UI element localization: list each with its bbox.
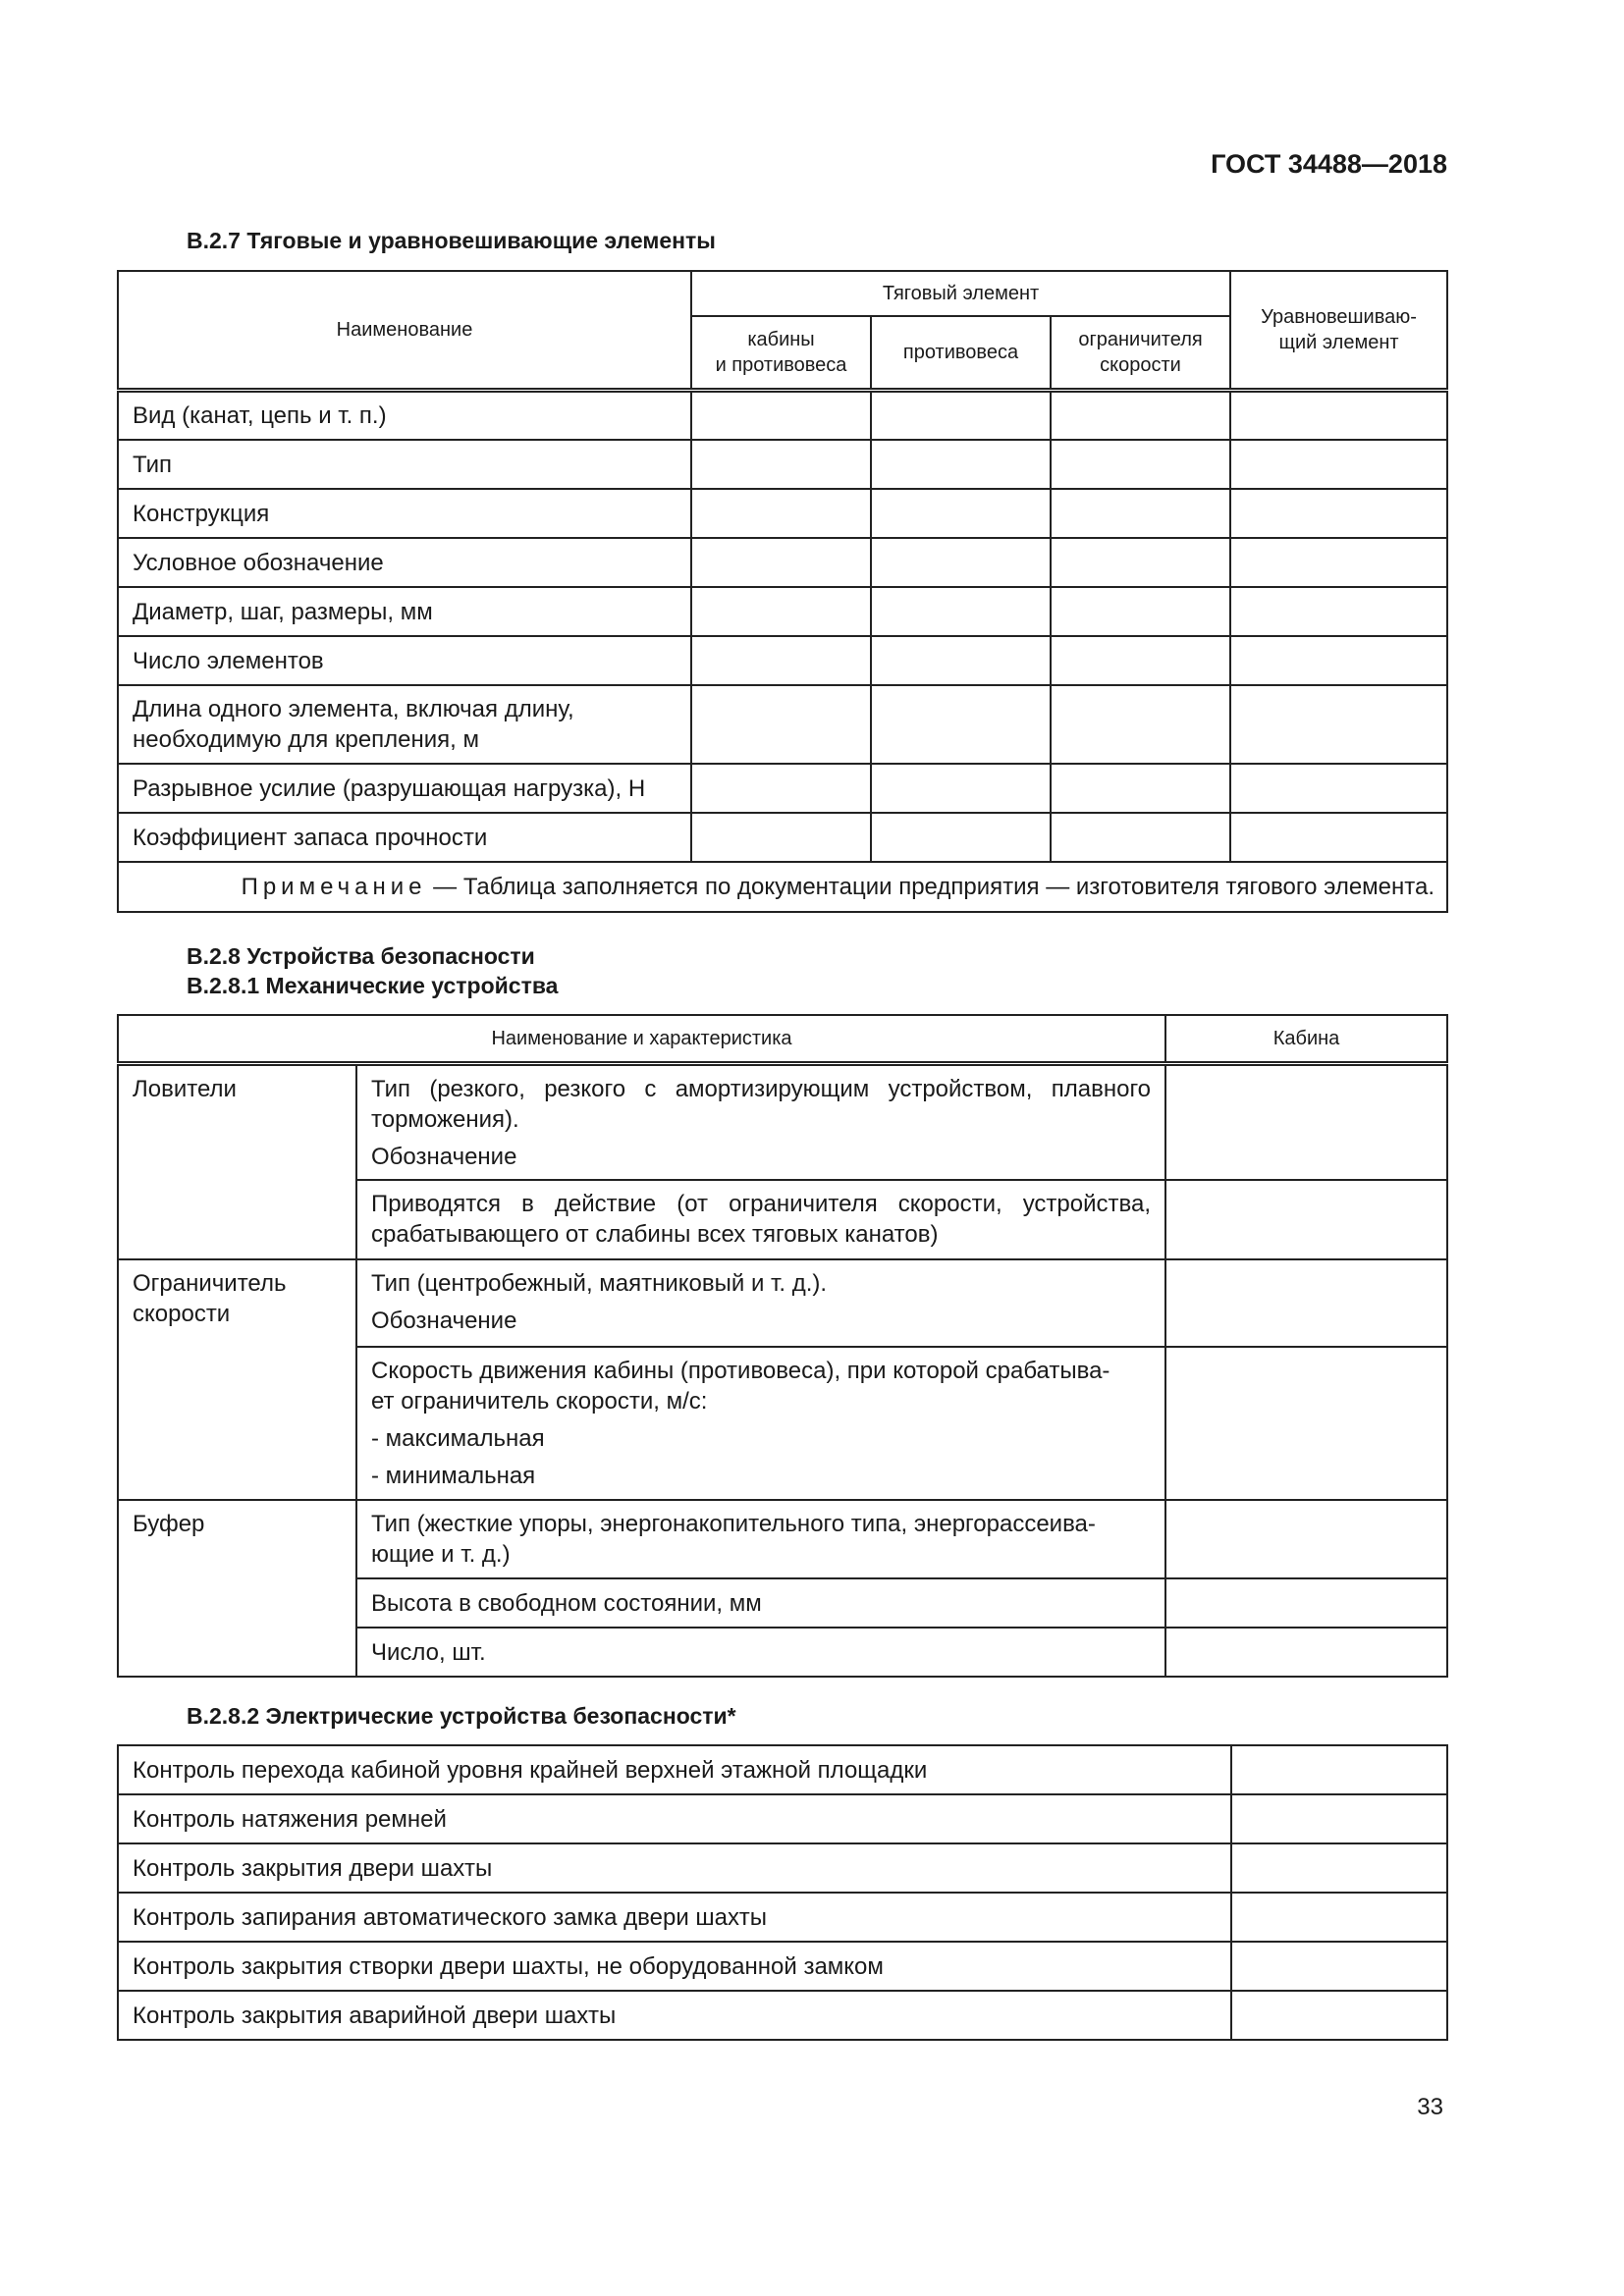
table-row <box>118 489 1447 538</box>
value-cell <box>691 390 871 440</box>
table-note <box>118 862 1447 912</box>
row-label: Конструкция <box>118 489 691 538</box>
row-label: Контроль запирания автоматического замка двери шахты <box>118 1893 1231 1942</box>
value-cell <box>1230 538 1447 587</box>
table-row <box>118 813 1447 862</box>
value-cell <box>1165 1347 1447 1500</box>
table-row <box>118 764 1447 813</box>
value-cell <box>1165 1628 1447 1677</box>
section-title-b281: В.2.8.1 Механические устройства <box>187 973 559 998</box>
column-header-name-and-characteristic: Наименование и характеристика <box>118 1015 1165 1063</box>
table-row <box>118 390 1447 440</box>
row-label: Контроль закрытия створки двери шахты, не оборудованной замком <box>118 1942 1231 1991</box>
value-cell <box>1165 1180 1447 1259</box>
value-cell <box>1230 685 1447 764</box>
page-number: 33 <box>1417 2094 1443 2120</box>
table-row <box>118 1794 1447 1843</box>
row-label: Длина одного элемента, включая длину, необходимую для крепления, м <box>118 685 691 764</box>
column-header-speed-limiter: ограничителя скорости <box>1051 316 1230 390</box>
characteristic-cell: Тип (центробежный, маятниковый и т. д.). Обозначение <box>356 1259 1165 1347</box>
value-cell <box>871 636 1051 685</box>
section-title-b282: В.2.8.2 Электрические устройства безопасности* <box>187 1703 736 1729</box>
note-text: — Таблица заполняется по документации предприятия — изготовителя тягового элемента. <box>426 873 1435 900</box>
column-header-cabin: Кабина <box>1165 1015 1447 1063</box>
value-cell <box>1165 1063 1447 1180</box>
value-cell <box>1051 636 1230 685</box>
row-label: Тип <box>118 440 691 489</box>
value-cell <box>691 813 871 862</box>
table-row <box>118 538 1447 587</box>
characteristic-cell: Приводятся в действие (от ограничителя скорости, устройства, срабатывающего от слабины всех тяговых канатов) <box>356 1180 1165 1259</box>
value-cell <box>871 587 1051 636</box>
traction-elements-table <box>117 270 1448 913</box>
value-cell <box>1230 813 1447 862</box>
row-label: Разрывное усилие (разрушающая нагрузка), Н <box>118 764 691 813</box>
column-group-traction-element: Тяговый элемент <box>691 271 1230 316</box>
value-cell <box>1165 1500 1447 1578</box>
table-row <box>118 1259 1447 1347</box>
value-cell <box>691 538 871 587</box>
column-header-balancing-element: Уравновешиваю- щий элемент <box>1230 271 1447 390</box>
value-cell <box>1051 764 1230 813</box>
value-cell <box>691 489 871 538</box>
value-cell <box>1165 1578 1447 1628</box>
value-cell <box>1231 1893 1447 1942</box>
value-cell <box>1165 1259 1447 1347</box>
device-group-label: Ограничитель скорости <box>118 1259 356 1500</box>
row-label: Контроль натяжения ремней <box>118 1794 1231 1843</box>
value-cell <box>1231 1794 1447 1843</box>
device-group-label: Ловители <box>118 1063 356 1259</box>
characteristic-cell: Тип (жесткие упоры, энергонакопительного типа, энергорассеива- ющие и т. д.) <box>356 1500 1165 1578</box>
value-cell <box>691 636 871 685</box>
value-cell <box>1051 489 1230 538</box>
section-title-b27: В.2.7 Тяговые и уравновешивающие элементы <box>187 228 716 253</box>
column-header-name: Наименование <box>118 271 691 390</box>
table-row <box>118 587 1447 636</box>
row-label: Контроль закрытия двери шахты <box>118 1843 1231 1893</box>
value-cell <box>1231 1991 1447 2040</box>
value-cell <box>1230 440 1447 489</box>
value-cell <box>1230 390 1447 440</box>
value-cell <box>1051 440 1230 489</box>
characteristic-cell: Скорость движения кабины (противовеса), при которой срабатыва- ет ограничитель скорости, м/с: - максимальная - минимальная <box>356 1347 1165 1500</box>
value-cell <box>1230 587 1447 636</box>
table-row <box>118 1893 1447 1942</box>
column-header-counterweight: противовеса <box>871 316 1051 390</box>
table-row <box>118 1991 1447 2040</box>
value-cell <box>1051 813 1230 862</box>
value-cell <box>871 390 1051 440</box>
value-cell <box>1051 587 1230 636</box>
value-cell <box>1051 390 1230 440</box>
row-label: Коэффициент запаса прочности <box>118 813 691 862</box>
table-row <box>118 685 1447 764</box>
table-row <box>118 1500 1447 1578</box>
value-cell <box>1051 685 1230 764</box>
value-cell <box>691 587 871 636</box>
value-cell <box>691 685 871 764</box>
value-cell <box>1230 489 1447 538</box>
table-row <box>118 636 1447 685</box>
column-header-cabin-and-counterweight: кабины и противовеса <box>691 316 871 390</box>
value-cell <box>871 813 1051 862</box>
value-cell <box>1051 538 1230 587</box>
value-cell <box>871 440 1051 489</box>
characteristic-cell: Высота в свободном состоянии, мм <box>356 1578 1165 1628</box>
row-label: Контроль перехода кабиной уровня крайней верхней этажной площадки <box>118 1745 1231 1794</box>
row-label: Контроль закрытия аварийной двери шахты <box>118 1991 1231 2040</box>
value-cell <box>871 538 1051 587</box>
table-row <box>118 1843 1447 1893</box>
value-cell <box>871 489 1051 538</box>
table-row <box>118 1745 1447 1794</box>
mechanical-devices-table <box>117 1014 1448 1678</box>
value-cell <box>1230 636 1447 685</box>
section-title-b28: В.2.8 Устройства безопасности <box>187 943 535 969</box>
electrical-devices-table <box>117 1744 1448 2041</box>
value-cell <box>691 440 871 489</box>
value-cell <box>1231 1942 1447 1991</box>
device-group-label: Буфер <box>118 1500 356 1677</box>
value-cell <box>871 764 1051 813</box>
value-cell <box>1231 1745 1447 1794</box>
row-label: Условное обозначение <box>118 538 691 587</box>
characteristic-cell: Число, шт. <box>356 1628 1165 1677</box>
value-cell <box>871 685 1051 764</box>
value-cell <box>691 764 871 813</box>
table-note-row <box>118 862 1447 912</box>
table-row <box>118 1942 1447 1991</box>
row-label: Вид (канат, цепь и т. п.) <box>118 390 691 440</box>
document-id: ГОСТ 34488—2018 <box>1211 149 1447 179</box>
note-label: Примечание <box>241 873 427 900</box>
value-cell <box>1231 1843 1447 1893</box>
table-row <box>118 440 1447 489</box>
value-cell <box>1230 764 1447 813</box>
characteristic-cell: Тип (резкого, резкого с амортизирующим устройством, плавного торможения). Обозначение <box>356 1063 1165 1180</box>
row-label: Диаметр, шаг, размеры, мм <box>118 587 691 636</box>
table-row <box>118 1063 1447 1180</box>
row-label: Число элементов <box>118 636 691 685</box>
